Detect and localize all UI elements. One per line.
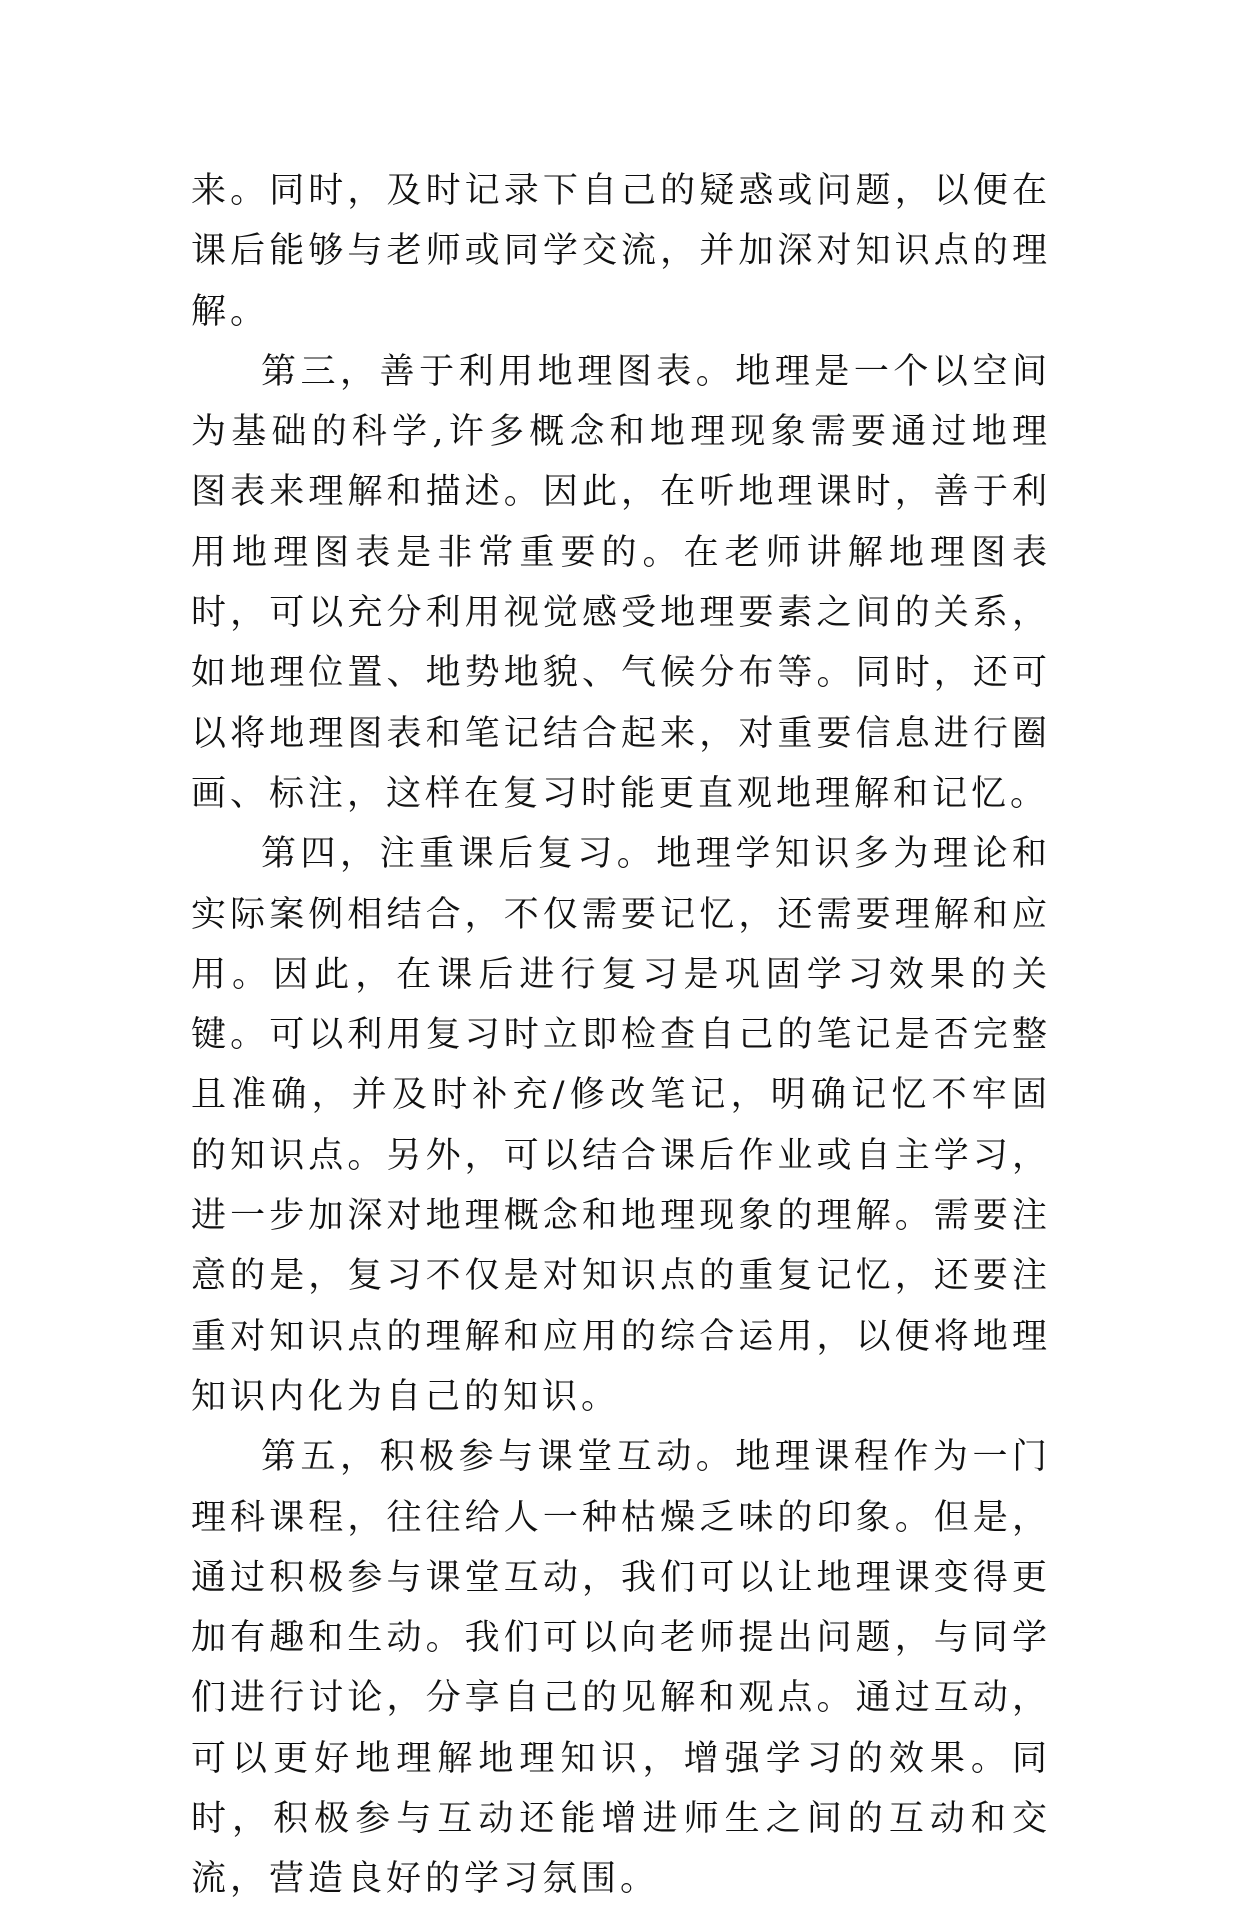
body-text <box>191 161 1051 1910</box>
paragraph-fifth-point: 第五，积极参与课堂互动。地理课程作为一门理科课程，往往给人一种枯燥乏味的印象。但是，通过积极参与课堂互动，我们可以让地理课变得更加有趣和生动。我们可以向老师提出问题，与同学们进行讨论，分享自己的见解和观点。通过互动，可以更好地理解地理知识，增强学习的效果。同时，积极参与互动还能增进师生之间的互动和交流，营造良好的学习氛围。 <box>191 1437 1051 1900</box>
paragraph-third-point: 第三，善于利用地理图表。地理是一个以空间为基础的科学,许多概念和地理现象需要通过地理图表来理解和描述。因此，在听地理课时，善于利用地理图表是非常重要的。在老师讲解地理图表时，可以充分利用视觉感受地理要素之间的关系，如地理位置、地势地貌、气候分布等。同时，还可以将地理图表和笔记结合起来，对重要信息进行圈画、标注，这样在复习时能更直观地理解和记忆。 <box>191 351 1051 814</box>
paragraph-continuation: 来。同时，及时记录下自己的疑惑或问题，以便在课后能够与老师或同学交流，并加深对知识点的理解。 <box>191 171 1051 332</box>
paragraph-fourth-point: 第四，注重课后复习。地理学知识多为理论和实际案例相结合，不仅需要记忆，还需要理解和应用。因此，在课后进行复习是巩固学习效果的关键。可以利用复习时立即检查自己的笔记是否完整且准确，并及时补充/修改笔记，明确记忆不牢固的知识点。另外，可以结合课后作业或自主学习，进一步加深对地理概念和地理现象的理解。需要注意的是，复习不仅是对知识点的重复记忆，还要注重对知识点的理解和应用的综合运用，以便将地理知识内化为自己的知识。 <box>191 834 1051 1417</box>
